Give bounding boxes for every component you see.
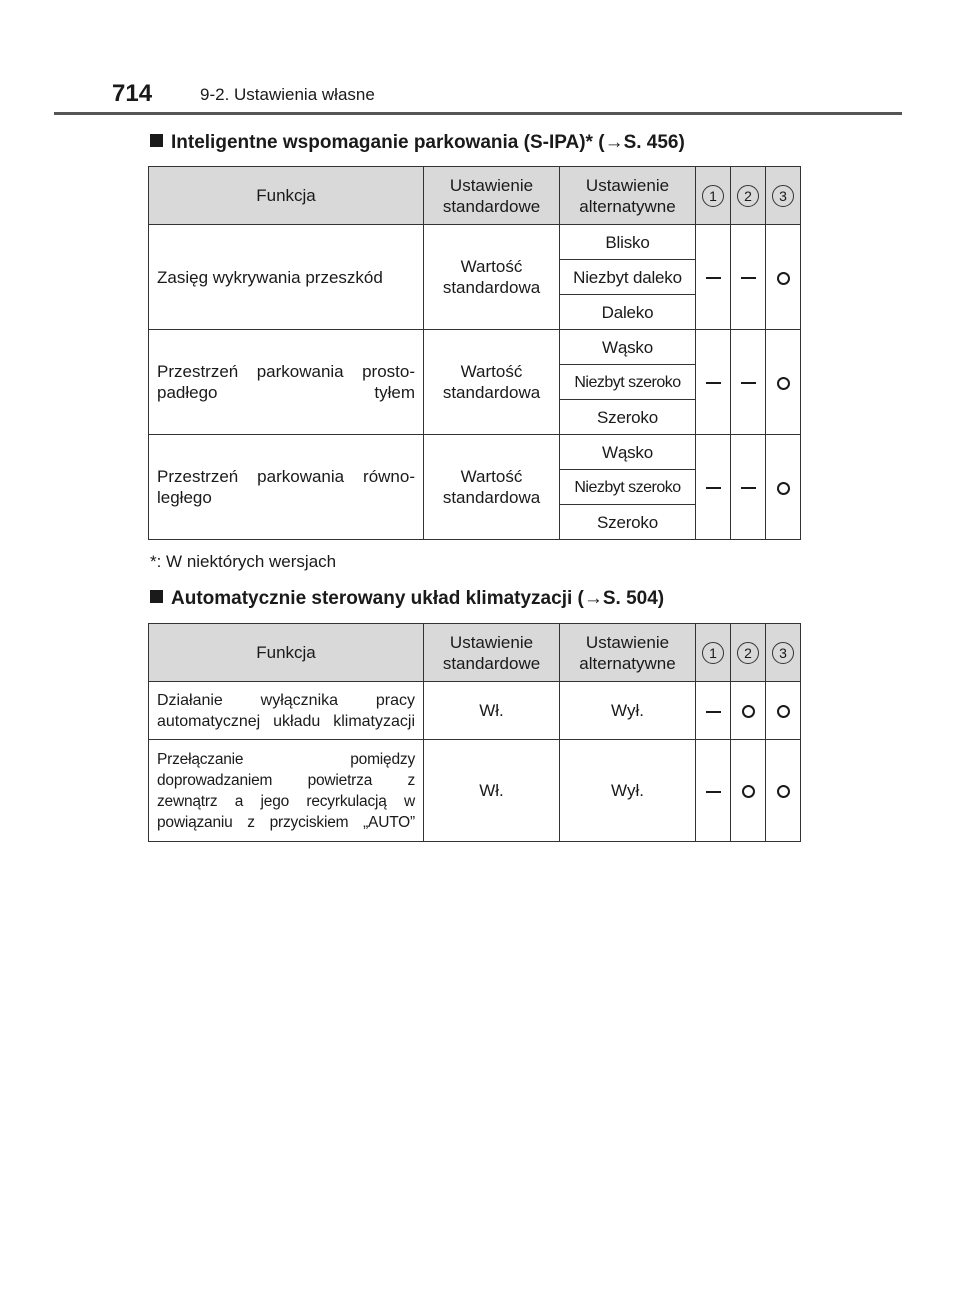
function-cell: Działanie wyłącznika pracy automatycznej układu klimatyzacji: [149, 682, 424, 740]
option-cell: Niezbyt daleko: [560, 260, 696, 295]
square-bullet-icon: [150, 134, 163, 147]
dash-icon: [706, 711, 721, 713]
dash-icon: [741, 382, 756, 384]
mark-cell: [766, 330, 801, 435]
option-cell: Szeroko: [560, 505, 696, 540]
mark-cell: [731, 435, 766, 540]
col-default: Ustawienie standardowe: [424, 167, 560, 225]
default-cell: Wartość standardowa: [424, 330, 560, 435]
col-alternative: Ustawienie alternatywne: [560, 624, 696, 682]
mark-cell: [696, 435, 731, 540]
col-3: [766, 624, 801, 682]
table-row: [149, 330, 801, 365]
default-cell: Wartość standardowa: [424, 435, 560, 540]
mark-cell: [731, 682, 766, 740]
table-row: [149, 682, 801, 740]
option-cell: Niezbyt szeroko: [560, 365, 696, 400]
square-bullet-icon: [150, 590, 163, 603]
option-cell: Blisko: [560, 225, 696, 260]
circle-mark-icon: [777, 272, 790, 285]
option-cell: Wąsko: [560, 435, 696, 470]
heading-climate-text: Automatycznie sterowany układ klimatyzacji (: [171, 588, 584, 609]
dash-icon: [706, 487, 721, 489]
default-cell: Wartość standardowa: [424, 225, 560, 330]
section-title: 9-2. Ustawienia własne: [200, 85, 375, 104]
function-cell: Przestrzeń parkowania prosto-padłego tyłem: [149, 330, 424, 435]
mark-cell: [731, 740, 766, 842]
circled-3-icon: 3: [772, 185, 794, 207]
dash-icon: [741, 277, 756, 279]
option-cell: Szeroko: [560, 400, 696, 435]
mark-cell: [696, 740, 731, 842]
arrow-right-icon: →: [604, 132, 624, 153]
mark-cell: [696, 682, 731, 740]
col-2: [731, 624, 766, 682]
table-s-ipa: [148, 166, 801, 540]
mark-cell: [731, 225, 766, 330]
alternative-cell: Wył.: [560, 740, 696, 842]
circled-2-icon: 2: [737, 185, 759, 207]
col-2: [731, 167, 766, 225]
header-rule: [54, 112, 902, 115]
mark-cell: [766, 225, 801, 330]
function-cell: Zasięg wykrywania przeszkód: [149, 225, 424, 330]
circled-1-icon: 1: [702, 185, 724, 207]
mark-cell: [731, 330, 766, 435]
table-header-row: [149, 167, 801, 225]
col-function: Funkcja: [149, 167, 424, 225]
table-climate: [148, 623, 801, 842]
col-default: Ustawienie standardowe: [424, 624, 560, 682]
col-1: [696, 624, 731, 682]
circle-mark-icon: [777, 785, 790, 798]
footnote: *: W niektórych wersjach: [150, 552, 337, 571]
function-cell: Przełączanie pomiędzy doprowadzaniem powietrza z zewnątrz a jego recyrkulacją w powiązaniu z przyciskiem „AUTO”: [149, 740, 424, 842]
option-cell: Daleko: [560, 295, 696, 330]
heading-s-ipa-ref: S. 456): [623, 132, 685, 153]
function-cell: Przestrzeń parkowania równo-ległego: [149, 435, 424, 540]
mark-cell: [766, 435, 801, 540]
mark-cell: [766, 682, 801, 740]
mark-cell: [696, 330, 731, 435]
alternative-cell: Wył.: [560, 682, 696, 740]
default-cell: Wł.: [424, 682, 560, 740]
arrow-right-icon: →: [583, 588, 603, 609]
table-header-row: [149, 624, 801, 682]
dash-icon: [741, 487, 756, 489]
option-cell: Niezbyt szeroko: [560, 470, 696, 505]
table-row: [149, 225, 801, 260]
default-cell: Wł.: [424, 740, 560, 842]
heading-s-ipa-text: Inteligentne wspomaganie parkowania (S-IPA)* (: [171, 132, 605, 153]
heading-s-ipa: [150, 132, 685, 154]
circled-3-icon: 3: [772, 642, 794, 664]
col-3: [766, 167, 801, 225]
page-number: 714: [112, 80, 153, 107]
col-function: Funkcja: [149, 624, 424, 682]
heading-climate: [150, 588, 664, 610]
circle-mark-icon: [777, 377, 790, 390]
circle-mark-icon: [777, 705, 790, 718]
heading-climate-ref: S. 504): [602, 588, 665, 609]
col-alternative: Ustawienie alternatywne: [560, 167, 696, 225]
circle-mark-icon: [742, 785, 755, 798]
dash-icon: [706, 382, 721, 384]
option-cell: Wąsko: [560, 330, 696, 365]
table-row: [149, 435, 801, 470]
dash-icon: [706, 791, 721, 793]
circle-mark-icon: [742, 705, 755, 718]
mark-cell: [766, 740, 801, 842]
circled-1-icon: 1: [702, 642, 724, 664]
circle-mark-icon: [777, 482, 790, 495]
circled-2-icon: 2: [737, 642, 759, 664]
dash-icon: [706, 277, 721, 279]
mark-cell: [696, 225, 731, 330]
col-1: [696, 167, 731, 225]
table-row: [149, 740, 801, 842]
